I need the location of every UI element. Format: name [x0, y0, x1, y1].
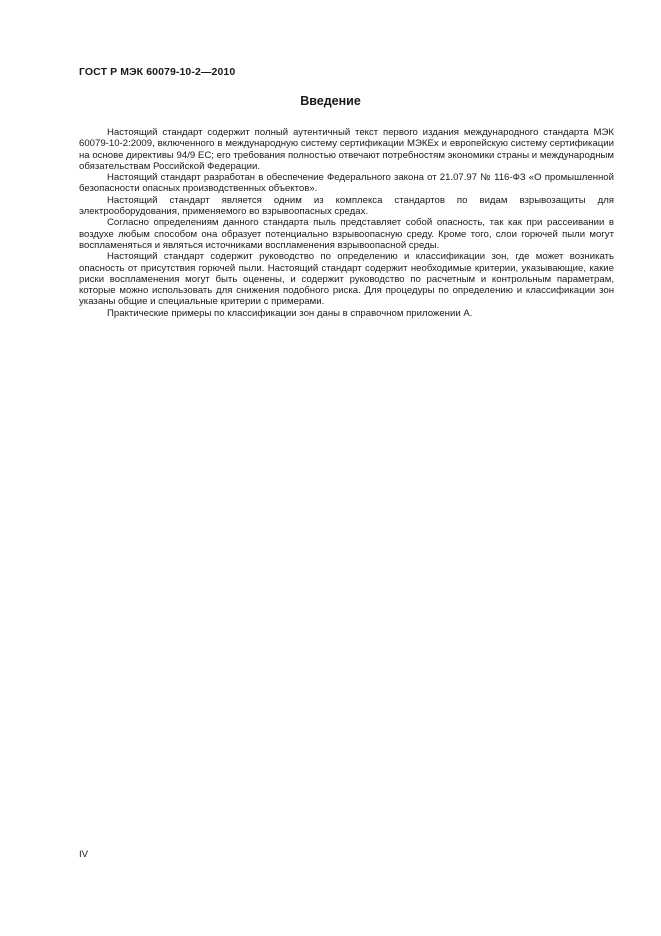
paragraph: Настоящий стандарт разработан в обеспечение Федерального закона от 21.07.97 № 116-ФЗ «О промышленной безопасности опасных производственных объектов».: [79, 172, 614, 195]
body-text: [79, 127, 614, 319]
paragraph: Настоящий стандарт содержит полный аутентичный текст первого издания международного стандарта МЭК 60079-10-2:2009, включенного в международную систему сертификации МЭКЕх и европейскую систему сертификации на основе директивы 94/9 ЕС; его требования полностью отвечают потребностям экономики страны и международным обязательствам Российской Федерации.: [79, 127, 614, 172]
section-title: Введение: [300, 94, 361, 108]
paragraph: Согласно определениям данного стандарта пыль представляет собой опасность, так как при рассеивании в воздухе любым способом она образует потенциально взрывоопасную среду. Кроме того, слои горючей пыли могут воспламеняться и являться источниками воспламенения взрывоопасной среды.: [79, 217, 614, 251]
document-code-header: ГОСТ Р МЭК 60079-10-2—2010: [79, 66, 236, 78]
page-number: IV: [79, 849, 89, 860]
paragraph: Практические примеры по классификации зон даны в справочном приложении А.: [107, 307, 473, 319]
paragraph: Настоящий стандарт является одним из комплекса стандартов по видам взрывозащиты для электрооборудования, применяемого во взрывоопасных средах.: [79, 194, 614, 218]
paragraph: Настоящий стандарт содержит руководство по определению и классификации зон, где может возникать опасность от присутствия горючей пыли. Настоящий стандарт содержит необходимые критерии, указывающие, какие риски воспламенения могут быть оценены, и содержит руководство по расчетным и контрольным параметрам, которые можно использовать для снижения подобного риска. Для процедуры по определению и классификации зон указаны общие и специальные критерии с примерами.: [79, 251, 614, 308]
